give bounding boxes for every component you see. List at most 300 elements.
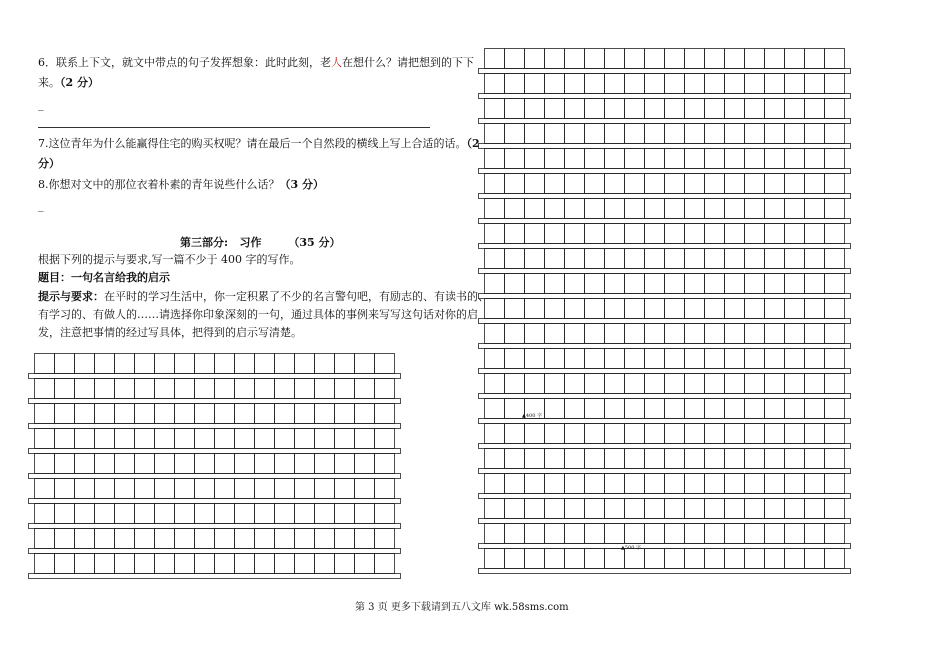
grid-cell[interactable] [805,374,825,394]
grid-cell[interactable] [155,479,175,499]
grid-cell[interactable] [75,504,95,524]
grid-cell[interactable] [665,174,685,194]
grid-cell[interactable] [605,424,625,444]
grid-cell[interactable] [215,529,235,549]
grid-cell[interactable] [275,454,295,474]
grid-cell[interactable] [255,479,275,499]
grid-cell[interactable] [645,274,665,294]
grid-cell[interactable] [665,149,685,169]
grid-cell[interactable] [685,274,705,294]
grid-cell[interactable] [685,99,705,119]
grid-cell[interactable] [215,379,235,399]
grid-cell[interactable] [315,479,335,499]
grid-cell[interactable] [235,429,255,449]
grid-cell[interactable] [685,149,705,169]
grid-cell[interactable] [725,199,745,219]
grid-cell[interactable] [725,274,745,294]
grid-cell[interactable] [545,349,565,369]
grid-cell[interactable] [805,174,825,194]
grid-cell[interactable] [545,224,565,244]
grid-cell[interactable] [765,199,785,219]
grid-cell[interactable] [685,199,705,219]
grid-cell[interactable] [705,524,725,544]
grid-cell[interactable] [825,499,845,519]
grid-cell[interactable] [625,524,645,544]
grid-cell[interactable] [805,74,825,94]
grid-cell[interactable] [135,554,155,574]
grid-cell[interactable] [665,99,685,119]
grid-cell[interactable] [255,454,275,474]
grid-cell[interactable] [585,399,605,419]
grid-cell[interactable] [745,524,765,544]
grid-cell[interactable] [785,299,805,319]
grid-cell[interactable] [295,504,315,524]
grid-cell[interactable] [805,274,825,294]
grid-cell[interactable] [505,524,525,544]
grid-cell[interactable] [35,479,55,499]
grid-cell[interactable] [545,424,565,444]
grid-cell[interactable] [545,199,565,219]
grid-row[interactable] [479,224,851,249]
grid-cell[interactable] [745,49,765,69]
grid-cell[interactable] [825,149,845,169]
grid-cell[interactable] [175,404,195,424]
grid-cell[interactable] [785,324,805,344]
grid-cell[interactable] [705,424,725,444]
grid-cell[interactable] [785,274,805,294]
grid-cell[interactable] [685,349,705,369]
grid-row[interactable] [479,199,851,224]
grid-row[interactable] [29,429,401,454]
grid-cell[interactable] [335,354,355,374]
grid-cell[interactable] [115,354,135,374]
grid-cell[interactable] [585,499,605,519]
grid-cell[interactable] [135,504,155,524]
grid-cell[interactable] [375,454,395,474]
grid-cell[interactable] [565,124,585,144]
grid-cell[interactable] [765,274,785,294]
grid-cell[interactable] [585,474,605,494]
grid-cell[interactable] [565,224,585,244]
grid-cell[interactable] [685,474,705,494]
grid-cell[interactable] [645,199,665,219]
grid-row[interactable] [479,524,851,549]
grid-cell[interactable] [645,74,665,94]
grid-cell[interactable] [605,224,625,244]
grid-cell[interactable] [605,124,625,144]
grid-cell[interactable] [545,49,565,69]
grid-cell[interactable] [505,124,525,144]
grid-cell[interactable] [785,549,805,569]
grid-cell[interactable] [645,324,665,344]
grid-cell[interactable] [545,299,565,319]
grid-cell[interactable] [625,349,645,369]
grid-cell[interactable] [295,554,315,574]
grid-cell[interactable] [335,429,355,449]
grid-cell[interactable] [565,324,585,344]
grid-cell[interactable] [485,74,505,94]
grid-cell[interactable] [315,404,335,424]
grid-cell[interactable] [805,349,825,369]
grid-cell[interactable] [95,554,115,574]
grid-cell[interactable] [375,354,395,374]
grid-row[interactable] [29,379,401,404]
grid-cell[interactable] [525,224,545,244]
grid-cell[interactable] [645,349,665,369]
grid-cell[interactable] [605,274,625,294]
grid-cell[interactable] [705,399,725,419]
grid-cell[interactable] [255,429,275,449]
grid-cell[interactable] [315,454,335,474]
grid-cell[interactable] [505,374,525,394]
grid-cell[interactable] [525,449,545,469]
grid-cell[interactable] [545,274,565,294]
grid-cell[interactable] [195,404,215,424]
grid-cell[interactable] [565,174,585,194]
grid-cell[interactable] [525,199,545,219]
grid-cell[interactable] [825,549,845,569]
grid-cell[interactable] [645,524,665,544]
grid-cell[interactable] [95,454,115,474]
grid-cell[interactable] [665,424,685,444]
grid-cell[interactable] [765,224,785,244]
grid-cell[interactable] [505,249,525,269]
grid-cell[interactable] [175,554,195,574]
grid-cell[interactable] [355,554,375,574]
grid-cell[interactable] [215,554,235,574]
grid-cell[interactable] [685,299,705,319]
grid-cell[interactable] [215,454,235,474]
grid-cell[interactable] [825,299,845,319]
grid-cell[interactable] [525,249,545,269]
grid-cell[interactable] [625,124,645,144]
grid-cell[interactable] [505,199,525,219]
grid-cell[interactable] [155,529,175,549]
grid-cell[interactable] [95,354,115,374]
grid-cell[interactable] [315,379,335,399]
grid-cell[interactable] [625,174,645,194]
grid-cell[interactable] [665,224,685,244]
grid-cell[interactable] [355,454,375,474]
grid-cell[interactable] [725,449,745,469]
grid-cell[interactable] [765,74,785,94]
grid-cell[interactable] [525,174,545,194]
grid-cell[interactable] [235,404,255,424]
grid-cell[interactable] [505,349,525,369]
grid-cell[interactable] [565,424,585,444]
grid-cell[interactable] [665,549,685,569]
grid-cell[interactable] [625,399,645,419]
grid-cell[interactable] [215,404,235,424]
grid-cell[interactable] [585,349,605,369]
grid-cell[interactable] [545,149,565,169]
grid-cell[interactable] [505,274,525,294]
grid-cell[interactable] [605,249,625,269]
grid-cell[interactable] [75,479,95,499]
grid-cell[interactable] [625,499,645,519]
grid-cell[interactable] [785,474,805,494]
grid-row[interactable] [479,474,851,499]
grid-cell[interactable] [645,299,665,319]
grid-cell[interactable] [725,49,745,69]
grid-cell[interactable] [485,299,505,319]
grid-cell[interactable] [705,74,725,94]
grid-cell[interactable] [805,299,825,319]
grid-cell[interactable] [195,379,215,399]
grid-cell[interactable] [155,429,175,449]
grid-cell[interactable] [295,529,315,549]
grid-cell[interactable] [645,99,665,119]
grid-cell[interactable] [315,354,335,374]
grid-cell[interactable] [725,224,745,244]
writing-grid-right[interactable] [478,48,853,583]
grid-cell[interactable] [335,404,355,424]
grid-cell[interactable] [155,404,175,424]
grid-cell[interactable] [55,479,75,499]
grid-cell[interactable] [525,424,545,444]
grid-cell[interactable] [565,549,585,569]
grid-cell[interactable] [255,554,275,574]
grid-cell[interactable] [55,379,75,399]
grid-cell[interactable] [115,429,135,449]
grid-cell[interactable] [545,374,565,394]
grid-cell[interactable] [375,479,395,499]
grid-cell[interactable] [605,199,625,219]
grid-cell[interactable] [665,524,685,544]
grid-cell[interactable] [275,504,295,524]
grid-cell[interactable] [485,99,505,119]
grid-cell[interactable] [485,499,505,519]
grid-row[interactable] [479,424,851,449]
grid-cell[interactable] [235,529,255,549]
grid-cell[interactable] [645,399,665,419]
grid-cell[interactable] [375,529,395,549]
grid-cell[interactable] [545,74,565,94]
grid-cell[interactable] [485,349,505,369]
grid-cell[interactable] [625,374,645,394]
grid-cell[interactable] [485,549,505,569]
grid-cell[interactable] [705,474,725,494]
grid-row[interactable] [479,299,851,324]
grid-cell[interactable] [545,549,565,569]
grid-cell[interactable] [485,274,505,294]
grid-cell[interactable] [625,274,645,294]
grid-cell[interactable] [705,324,725,344]
grid-cell[interactable] [525,324,545,344]
grid-row[interactable] [479,324,851,349]
grid-cell[interactable] [215,504,235,524]
grid-cell[interactable] [785,49,805,69]
grid-cell[interactable] [625,424,645,444]
grid-cell[interactable] [805,249,825,269]
grid-cell[interactable] [685,499,705,519]
grid-cell[interactable] [525,99,545,119]
grid-cell[interactable] [785,449,805,469]
grid-cell[interactable] [485,324,505,344]
grid-cell[interactable] [805,99,825,119]
grid-cell[interactable] [115,479,135,499]
grid-row[interactable] [479,349,851,374]
grid-cell[interactable] [685,549,705,569]
grid-cell[interactable] [705,224,725,244]
grid-cell[interactable] [155,354,175,374]
grid-cell[interactable] [255,354,275,374]
grid-row[interactable] [29,554,401,579]
grid-cell[interactable] [805,499,825,519]
grid-cell[interactable] [355,379,375,399]
grid-row[interactable] [479,99,851,124]
grid-cell[interactable] [95,429,115,449]
grid-cell[interactable] [525,124,545,144]
grid-cell[interactable] [785,99,805,119]
grid-cell[interactable] [585,74,605,94]
grid-cell[interactable] [355,504,375,524]
grid-cell[interactable] [35,504,55,524]
grid-cell[interactable] [355,529,375,549]
grid-cell[interactable] [645,149,665,169]
grid-cell[interactable] [155,504,175,524]
grid-cell[interactable] [645,474,665,494]
grid-cell[interactable] [725,299,745,319]
grid-cell[interactable] [115,379,135,399]
grid-cell[interactable] [565,399,585,419]
grid-cell[interactable] [235,379,255,399]
grid-cell[interactable] [745,499,765,519]
grid-cell[interactable] [745,224,765,244]
grid-cell[interactable] [525,499,545,519]
grid-cell[interactable] [705,249,725,269]
grid-cell[interactable] [255,504,275,524]
grid-row[interactable] [29,529,401,554]
grid-cell[interactable] [785,399,805,419]
grid-cell[interactable] [805,424,825,444]
grid-cell[interactable] [335,454,355,474]
grid-cell[interactable] [745,124,765,144]
grid-cell[interactable] [155,454,175,474]
grid-cell[interactable] [525,549,545,569]
grid-cell[interactable] [215,354,235,374]
grid-cell[interactable] [295,379,315,399]
grid-cell[interactable] [805,524,825,544]
grid-cell[interactable] [35,554,55,574]
grid-cell[interactable] [55,454,75,474]
grid-cell[interactable] [565,299,585,319]
grid-cell[interactable] [725,549,745,569]
grid-cell[interactable] [155,379,175,399]
grid-cell[interactable] [785,424,805,444]
grid-cell[interactable] [355,404,375,424]
grid-cell[interactable] [505,174,525,194]
grid-cell[interactable] [545,174,565,194]
grid-cell[interactable] [705,549,725,569]
grid-cell[interactable] [605,99,625,119]
grid-cell[interactable] [505,474,525,494]
grid-cell[interactable] [765,99,785,119]
grid-cell[interactable] [115,454,135,474]
grid-cell[interactable] [625,224,645,244]
grid-cell[interactable] [605,149,625,169]
grid-cell[interactable] [95,529,115,549]
grid-cell[interactable] [565,199,585,219]
grid-cell[interactable] [505,49,525,69]
grid-cell[interactable] [645,224,665,244]
grid-cell[interactable] [765,549,785,569]
grid-cell[interactable] [585,224,605,244]
grid-cell[interactable] [375,379,395,399]
grid-cell[interactable] [275,354,295,374]
grid-cell[interactable] [725,349,745,369]
grid-cell[interactable] [315,429,335,449]
grid-cell[interactable] [685,124,705,144]
grid-cell[interactable] [545,124,565,144]
grid-cell[interactable] [625,199,645,219]
grid-cell[interactable] [55,529,75,549]
grid-cell[interactable] [805,324,825,344]
grid-cell[interactable] [725,374,745,394]
grid-cell[interactable] [685,249,705,269]
grid-cell[interactable] [505,99,525,119]
grid-cell[interactable] [525,349,545,369]
grid-cell[interactable] [115,404,135,424]
grid-cell[interactable] [765,249,785,269]
grid-cell[interactable] [485,424,505,444]
grid-cell[interactable] [485,374,505,394]
grid-cell[interactable] [275,529,295,549]
grid-cell[interactable] [825,49,845,69]
grid-cell[interactable] [745,349,765,369]
grid-cell[interactable] [55,404,75,424]
grid-cell[interactable] [565,99,585,119]
grid-cell[interactable] [625,549,645,569]
grid-cell[interactable] [335,504,355,524]
grid-cell[interactable] [565,449,585,469]
grid-cell[interactable] [585,299,605,319]
grid-cell[interactable] [175,354,195,374]
grid-cell[interactable] [215,429,235,449]
grid-cell[interactable] [625,299,645,319]
grid-cell[interactable] [625,474,645,494]
grid-cell[interactable] [565,74,585,94]
grid-cell[interactable] [485,474,505,494]
grid-cell[interactable] [375,404,395,424]
grid-cell[interactable] [605,324,625,344]
grid-cell[interactable] [485,149,505,169]
grid-cell[interactable] [585,149,605,169]
grid-row[interactable] [479,449,851,474]
grid-cell[interactable] [685,324,705,344]
grid-cell[interactable] [805,399,825,419]
grid-cell[interactable] [745,449,765,469]
grid-cell[interactable] [705,349,725,369]
grid-cell[interactable] [805,49,825,69]
grid-cell[interactable] [645,549,665,569]
grid-cell[interactable] [725,499,745,519]
grid-cell[interactable] [565,249,585,269]
grid-cell[interactable] [605,74,625,94]
grid-cell[interactable] [505,549,525,569]
grid-cell[interactable] [135,379,155,399]
grid-cell[interactable] [585,524,605,544]
grid-cell[interactable] [825,399,845,419]
grid-cell[interactable] [195,454,215,474]
grid-cell[interactable] [35,354,55,374]
grid-cell[interactable] [485,199,505,219]
grid-row[interactable] [479,549,851,574]
grid-cell[interactable] [745,249,765,269]
grid-cell[interactable] [765,349,785,369]
grid-cell[interactable] [75,454,95,474]
grid-cell[interactable] [785,524,805,544]
